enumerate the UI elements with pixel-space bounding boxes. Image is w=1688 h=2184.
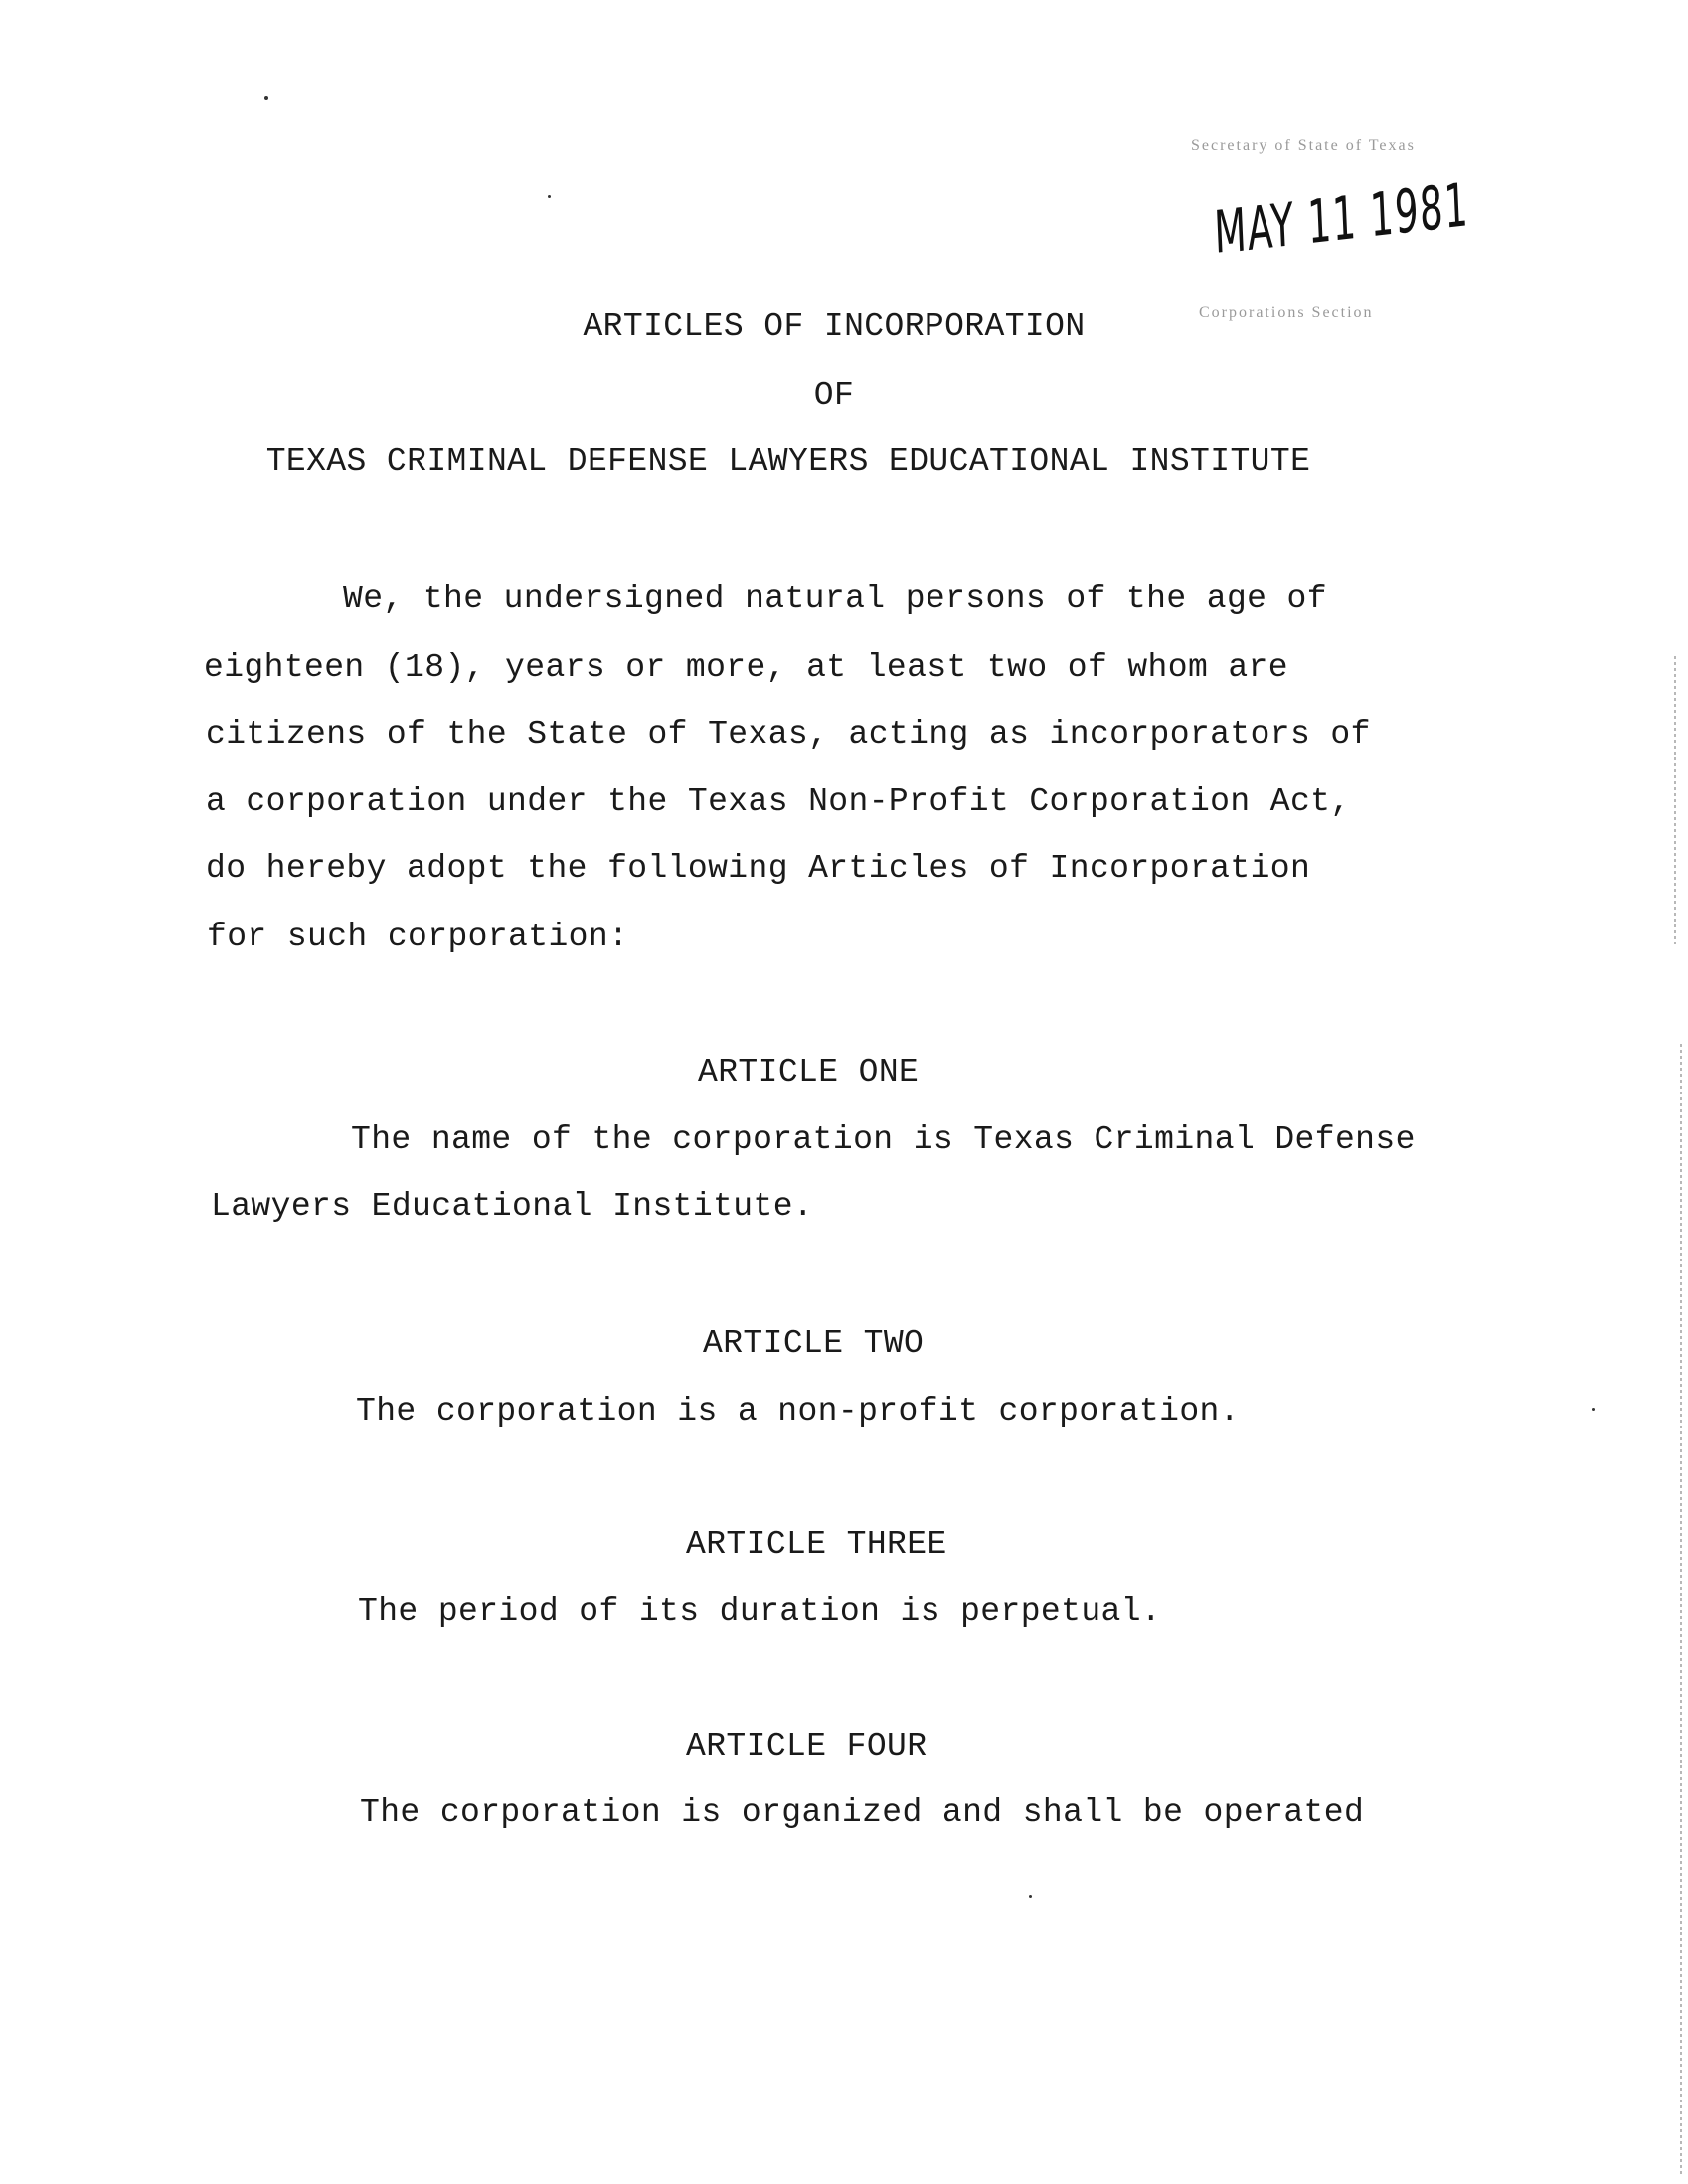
- scan-speck: [264, 96, 268, 100]
- preamble-line: for such corporation:: [207, 919, 629, 955]
- article-heading: ARTICLE TWO: [703, 1325, 925, 1362]
- stamp-office-line: Secretary of State of Texas: [1191, 137, 1416, 154]
- corporation-name-heading: TEXAS CRIMINAL DEFENSE LAWYERS EDUCATIONAL INSTITUTE: [265, 443, 1311, 480]
- article-text-line: The period of its duration is perpetual.: [358, 1594, 1162, 1630]
- preamble-line: eighteen (18), years or more, at least two of whom are: [204, 649, 1288, 686]
- stamp-date: MAY 11 1981: [1213, 170, 1471, 268]
- scan-speck: [1592, 1408, 1595, 1411]
- article-text-line: Lawyers Educational Institute.: [211, 1188, 814, 1225]
- preamble-line: citizens of the State of Texas, acting as incorporators of: [206, 716, 1371, 753]
- article-text-line: The corporation is a non-profit corporation.: [356, 1393, 1240, 1429]
- scan-speck: [1029, 1895, 1032, 1898]
- document-title-of: OF: [813, 377, 855, 414]
- article-heading: ARTICLE THREE: [686, 1526, 947, 1563]
- article-text-line: The name of the corporation is Texas Criminal Defense: [351, 1121, 1416, 1158]
- scan-edge-artifact: [1674, 656, 1676, 944]
- scan-speck: [548, 195, 551, 198]
- preamble-line: do hereby adopt the following Articles of Incorporation: [206, 850, 1311, 887]
- article-heading: ARTICLE ONE: [698, 1054, 920, 1091]
- scan-edge-artifact: [1680, 1044, 1682, 2177]
- article-heading: ARTICLE FOUR: [686, 1728, 928, 1764]
- stamp-division-line: Corporations Section: [1199, 304, 1374, 321]
- preamble-line: We, the undersigned natural persons of the age of: [343, 581, 1327, 617]
- article-text-line: The corporation is organized and shall be operated: [360, 1794, 1365, 1831]
- document-title: ARTICLES OF INCORPORATION: [583, 308, 1086, 345]
- preamble-line: a corporation under the Texas Non-Profit Corporation Act,: [206, 783, 1351, 820]
